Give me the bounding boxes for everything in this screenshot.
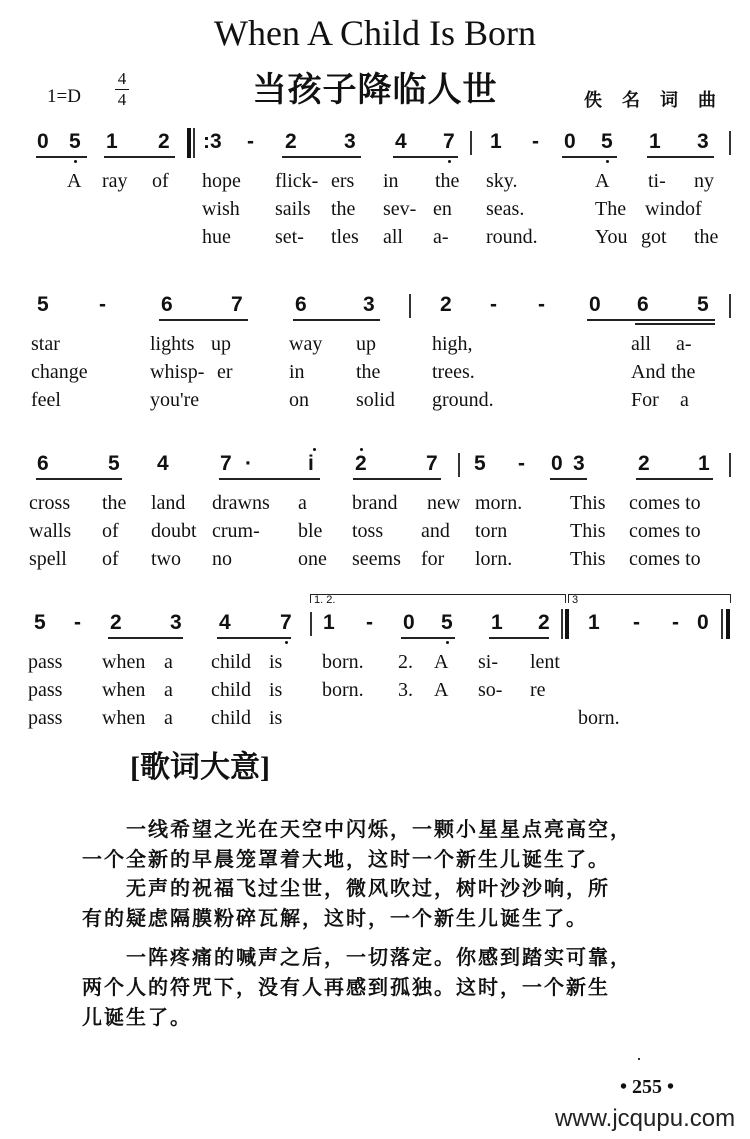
volta-bracket: 1. 2. (310, 594, 566, 603)
meaning-line: 一线希望之光在天空中闪烁，一颗小星星点亮高空， (82, 817, 632, 841)
meaning-line: 无声的祝福飞过尘世，微风吹过，树叶沙沙响，所 (82, 876, 610, 900)
lyric-word: way (289, 333, 323, 355)
octave-dot-below (448, 160, 451, 163)
note: :3 (203, 130, 222, 153)
lyrics-meaning-heading: [歌词大意] (130, 751, 270, 784)
note: 5 (601, 130, 613, 153)
lyric-word: the (671, 361, 696, 383)
lyric-word: comes to (629, 492, 701, 514)
note: 1 (106, 130, 118, 153)
lyric-word: on (289, 389, 309, 411)
lyric-word: two (151, 548, 181, 570)
note: 2 (355, 452, 367, 475)
key-signature: 1=D (47, 86, 81, 107)
beam-underline (562, 156, 617, 158)
note: 0 (697, 611, 709, 634)
lyric-word: The (595, 198, 627, 220)
meter-bottom: 4 (117, 90, 127, 109)
octave-dot-below (285, 641, 288, 644)
octave-dot-above (313, 448, 316, 451)
speck (638, 1058, 640, 1060)
lyric-word: A (67, 170, 82, 192)
lyric-word: spell (29, 548, 67, 570)
note: - (247, 130, 254, 153)
lyric-word: lights (150, 333, 195, 355)
note: 5 (697, 293, 709, 316)
lyric-word: er (217, 361, 233, 383)
note: 4 (157, 452, 169, 475)
lyric-word: sky. (486, 170, 518, 192)
lyric-word: ground. (432, 389, 494, 411)
lyric-word: up (356, 333, 376, 355)
lyric-word: re (530, 679, 546, 701)
lyric-word: when (102, 651, 146, 673)
note: 7 (220, 452, 232, 475)
lyric-word: one (298, 548, 327, 570)
beam-underline (550, 478, 587, 480)
lyric-word: brand (352, 492, 398, 514)
note: 1 (649, 130, 661, 153)
lyric-word: en (433, 198, 452, 220)
lyric-word: 3. (398, 679, 413, 701)
meaning-line: 两个人的符咒下，没有人再感到孤独。这时，一个新生 (82, 975, 610, 999)
lyric-word: a (680, 389, 689, 411)
note: 2 (440, 293, 452, 316)
note: 1 (490, 130, 502, 153)
page-number: • 255 • (620, 1076, 675, 1098)
beam-underline (636, 478, 713, 480)
final-thin (721, 609, 723, 639)
octave-dot-below (606, 160, 609, 163)
lyric-word: got (641, 226, 667, 248)
note: 0 (589, 293, 601, 316)
lyric-word: morn. (475, 492, 523, 514)
beam-underline (587, 319, 715, 321)
note: 6 (37, 452, 49, 475)
lyric-word: flick- (275, 170, 319, 192)
note: 3 (573, 452, 585, 475)
lyric-word: torn (475, 520, 508, 542)
lyric-word: all (631, 333, 651, 355)
beam-underline (159, 319, 248, 321)
time-signature (115, 70, 129, 109)
lyric-word: is (269, 679, 283, 701)
lyric-word: of (102, 548, 119, 570)
note: · (245, 452, 252, 475)
title-english: When A Child Is Born (214, 13, 536, 53)
meaning-line: 有的疑虑隔膜粉碎瓦解，这时，一个新生儿诞生了。 (82, 906, 588, 930)
lyric-word: a (164, 651, 173, 673)
lyric-word: trees. (432, 361, 475, 383)
note: 5 (37, 293, 49, 316)
lyric-word: land (151, 492, 186, 514)
lyric-word: lent (530, 651, 560, 673)
credit: 佚名词曲 (584, 90, 736, 110)
note: 1 (698, 452, 710, 475)
lyric-word: seas. (486, 198, 525, 220)
repeat-end-barline (565, 609, 569, 639)
octave-dot-above (360, 448, 363, 451)
beam-underline (36, 156, 87, 158)
note: - (490, 293, 497, 316)
lyric-word: 2. (398, 651, 413, 673)
lyric-word: up (211, 333, 231, 355)
note: 0 (551, 452, 563, 475)
lyric-word: when (102, 679, 146, 701)
lyric-word: the (331, 198, 356, 220)
note: 1 (323, 611, 335, 634)
note: 5 (108, 452, 120, 475)
lyric-word: si- (478, 651, 498, 673)
lyric-word: This (570, 520, 606, 542)
note: 5 (441, 611, 453, 634)
barline (729, 131, 731, 155)
lyric-word: new (427, 492, 461, 514)
lyric-word: the (435, 170, 460, 192)
lyric-word: high, (432, 333, 473, 355)
lyric-word: and (421, 520, 450, 542)
lyric-word: pass (28, 651, 63, 673)
lyric-word: A (595, 170, 610, 192)
beam-underline (647, 156, 714, 158)
lyric-word: hope (202, 170, 241, 192)
repeat-end-thin (561, 609, 563, 639)
lyric-word: comes to (629, 520, 701, 542)
lyric-word: child (211, 651, 251, 673)
note: 1 (588, 611, 600, 634)
note: - (74, 611, 81, 634)
lyric-word: sails (275, 198, 311, 220)
note: - (538, 293, 545, 316)
note: 6 (637, 293, 649, 316)
lyric-word: all (383, 226, 403, 248)
note: 5 (34, 611, 46, 634)
lyric-word: is (269, 707, 283, 729)
note: 6 (161, 293, 173, 316)
lyric-word: sev- (383, 198, 417, 220)
watermark: www.jcqupu.com (555, 1105, 736, 1132)
lyric-word: tles (331, 226, 359, 248)
lyric-word: born. (322, 651, 364, 673)
note: 2 (110, 611, 122, 634)
lyric-word: a (164, 707, 173, 729)
lyric-word: you're (150, 389, 200, 411)
barline (409, 294, 411, 318)
meaning-line: 一个全新的早晨笼罩着大地，这时一个新生儿诞生了。 (82, 847, 610, 871)
repeat-start-barline (187, 128, 191, 158)
note: - (518, 452, 525, 475)
lyric-word: whisp- (150, 361, 205, 383)
beam-underline (282, 156, 361, 158)
note: 3 (697, 130, 709, 153)
lyric-word: is (269, 651, 283, 673)
lyric-word: solid (356, 389, 395, 411)
final-barline (726, 609, 730, 639)
note: 6 (295, 293, 307, 316)
barline (470, 131, 472, 155)
lyric-word: comes to (629, 548, 701, 570)
lyric-word: A (434, 651, 449, 673)
lyric-word: seems (352, 548, 401, 570)
lyric-word: the (356, 361, 381, 383)
lyric-word: the (102, 492, 127, 514)
note: - (366, 611, 373, 634)
lyric-word: pass (28, 679, 63, 701)
lyric-word: set- (275, 226, 304, 248)
repeat-start-thin (193, 128, 195, 158)
beam-underline (353, 478, 441, 480)
lyric-word: a- (676, 333, 692, 355)
lyric-word: of (152, 170, 169, 192)
note: 4 (219, 611, 231, 634)
note: 7 (426, 452, 438, 475)
beam-underline (401, 637, 455, 639)
note: 3 (170, 611, 182, 634)
lyric-word: ble (298, 520, 323, 542)
note: 5 (474, 452, 486, 475)
lyric-word: star (31, 333, 60, 355)
octave-dot-below (74, 160, 77, 163)
lyric-word: wish (202, 198, 240, 220)
lyric-word: crum- (212, 520, 260, 542)
lyric-word: walls (29, 520, 72, 542)
lyric-word: pass (28, 707, 63, 729)
lyric-word: A (434, 679, 449, 701)
note: - (99, 293, 106, 316)
lyric-word: a (298, 492, 307, 514)
note: - (633, 611, 640, 634)
note: - (532, 130, 539, 153)
lyric-word: And (631, 361, 666, 383)
lyric-word: so- (478, 679, 503, 701)
note: 2 (285, 130, 297, 153)
lyric-word: born. (578, 707, 620, 729)
note: 4 (395, 130, 407, 153)
beam-underline (36, 478, 122, 480)
note: 3 (363, 293, 375, 316)
lyric-word: child (211, 707, 251, 729)
barline (729, 294, 731, 318)
lyric-word: For (631, 389, 659, 411)
lyric-word: This (570, 492, 606, 514)
lyric-word: a (164, 679, 173, 701)
lyric-word: ny (694, 170, 714, 192)
lyric-word: for (421, 548, 445, 570)
note: 2 (158, 130, 170, 153)
octave-dot-below (446, 641, 449, 644)
lyric-word: This (570, 548, 606, 570)
lyric-word: ti- (648, 170, 666, 192)
title-chinese: 当孩子降临人世 (252, 72, 498, 109)
beam-underline (393, 156, 458, 158)
beam-underline (489, 637, 549, 639)
meaning-line: 儿诞生了。 (82, 1005, 192, 1029)
lyric-word: cross (29, 492, 71, 514)
beam-underline (219, 478, 320, 480)
lyric-word: born. (322, 679, 364, 701)
lyric-word: lorn. (475, 548, 513, 570)
lyric-word: round. (486, 226, 538, 248)
beam-underline (293, 319, 380, 321)
note: - (672, 611, 679, 634)
note: i (308, 452, 314, 475)
barline (310, 612, 312, 636)
lyric-word: You (595, 226, 628, 248)
barline (729, 453, 731, 477)
note: 7 (443, 130, 455, 153)
note: 0 (564, 130, 576, 153)
beam-underline (108, 637, 183, 639)
lyric-word: ers (331, 170, 355, 192)
note: 0 (403, 611, 415, 634)
lyric-word: change (31, 361, 88, 383)
note: 7 (231, 293, 243, 316)
lyric-word: drawns (212, 492, 270, 514)
lyric-word: toss (352, 520, 384, 542)
lyric-word: ray (102, 170, 128, 192)
lyric-word: a- (433, 226, 449, 248)
volta-bracket: 3 (568, 594, 731, 603)
lyric-word: when (102, 707, 146, 729)
lyric-word: no (212, 548, 232, 570)
beam-underline (635, 323, 715, 325)
note: 2 (638, 452, 650, 475)
lyric-word: child (211, 679, 251, 701)
beam-underline (104, 156, 175, 158)
beam-underline (217, 637, 291, 639)
meter-top: 4 (117, 69, 127, 88)
barline (458, 453, 460, 477)
lyric-word: the (694, 226, 719, 248)
note: 2 (538, 611, 550, 634)
note: 7 (280, 611, 292, 634)
lyric-word: hue (202, 226, 231, 248)
note: 5 (69, 130, 81, 153)
lyric-word: doubt (151, 520, 197, 542)
note: 1 (491, 611, 503, 634)
note: 3 (344, 130, 356, 153)
lyric-word: windof (645, 198, 702, 220)
lyric-word: of (102, 520, 119, 542)
lyric-word: in (383, 170, 399, 192)
meaning-line: 一阵疼痛的喊声之后，一切落定。你感到踏实可靠， (82, 945, 632, 969)
note: 0 (37, 130, 49, 153)
lyric-word: feel (31, 389, 61, 411)
lyric-word: in (289, 361, 305, 383)
